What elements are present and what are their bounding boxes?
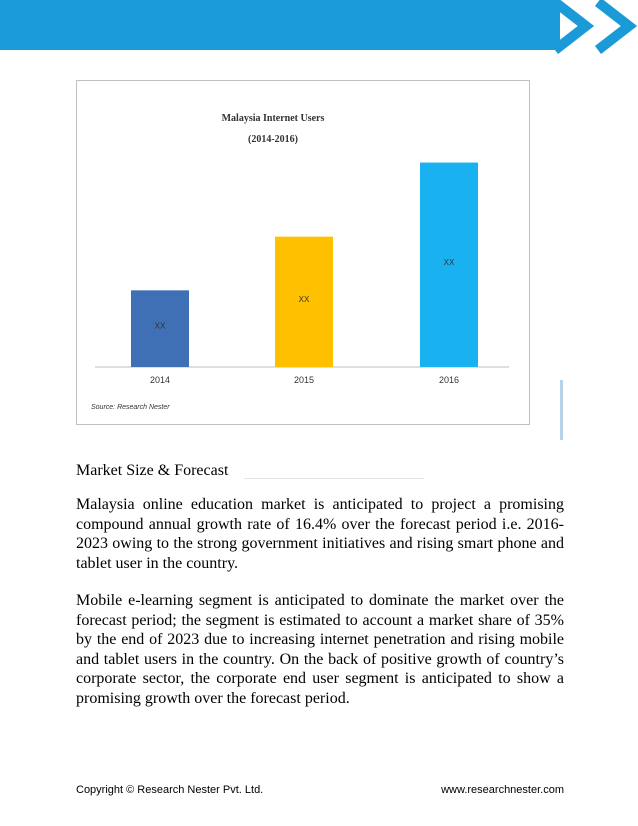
footer-website-link[interactable]: www.researchnester.com [441, 784, 564, 796]
header-banner [0, 0, 638, 62]
bar-data-label-2014: XX [154, 321, 166, 331]
chart-title: Malaysia Internet Users [221, 113, 325, 124]
x-tick-label-2016: 2016 [438, 375, 460, 385]
chart-figure [76, 80, 530, 425]
x-tick-label-2015: 2015 [293, 375, 315, 385]
chart-shadow-edge [560, 380, 563, 440]
heading-divider [244, 478, 424, 479]
paragraph-growth: Malaysia online education market is anticipated to project a promising compound annual growth rate of 16.4% over the forecast period i.e. 2016-2023 owing to the strong government initiatives and rising smart phone and tablet user in the country. [76, 496, 564, 572]
bar-chart [77, 81, 529, 424]
chart-subtitle: (2014-2016) [248, 134, 298, 145]
paragraph-segments: Mobile e-learning segment is anticipated to dominate the market over the forecast period; the segment is estimated to account a market share of 35% by the end of 2023 due to increasing internet penetration and rising mobile and tablet users in the country. On the back of positive growth of country’s corporate sector, the corporate end user segment is anticipated to show a promising growth over the forecast period. [76, 592, 564, 707]
chevron-right-icon [555, 2, 629, 50]
bar-data-label-2015: XX [298, 294, 310, 304]
chart-source: Source: Research Nester [91, 404, 170, 411]
section-heading: Market Size & Forecast [76, 462, 229, 479]
footer-copyright: Copyright © Research Nester Pvt. Ltd. [76, 784, 264, 796]
x-tick-label-2014: 2014 [149, 375, 171, 385]
header-bar [0, 0, 560, 50]
bar-data-label-2016: XX [443, 257, 455, 267]
